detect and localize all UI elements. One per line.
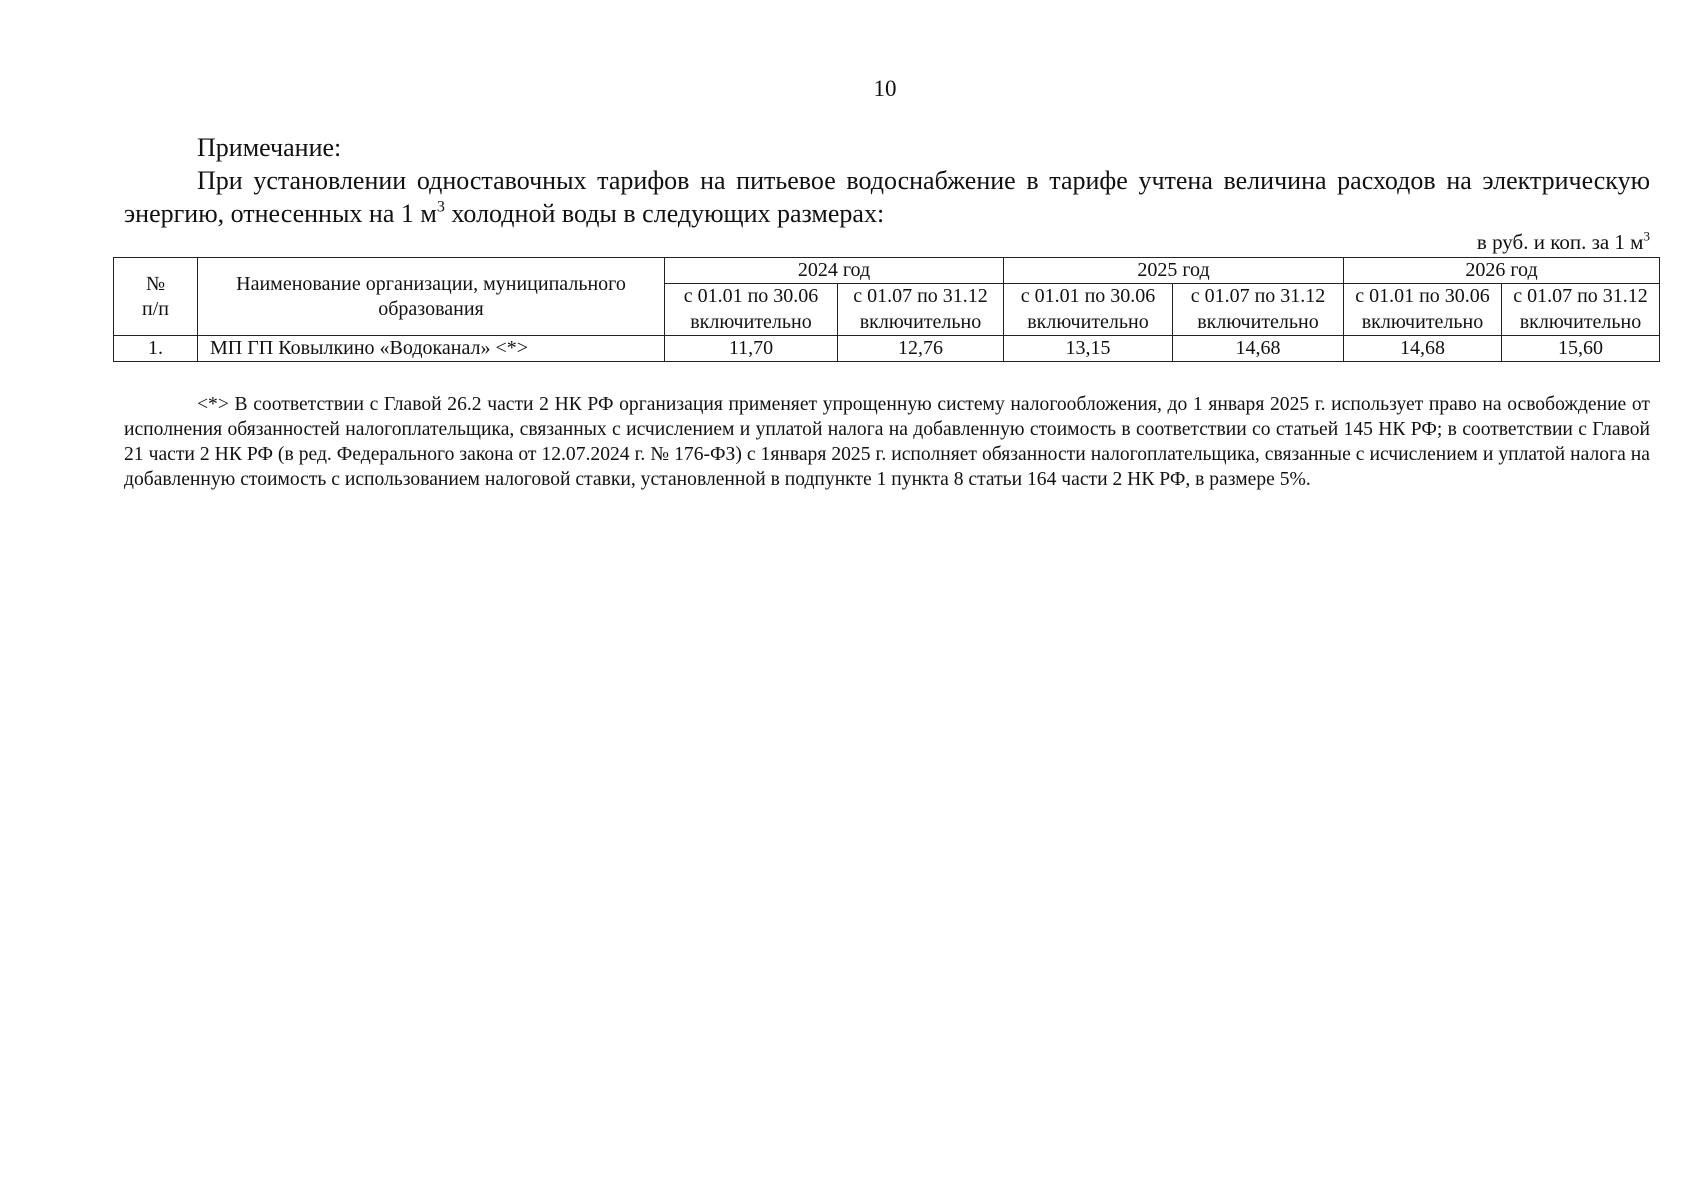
header-period-cell: с 01.01 по 30.06 включительно: [1004, 284, 1173, 336]
header-period-cell: с 01.01 по 30.06 включительно: [1344, 284, 1502, 336]
row-value-cell: 15,60: [1502, 336, 1660, 362]
header-year-2024: 2024 год: [665, 258, 1004, 284]
header-period-cell: с 01.01 по 30.06 включительно: [665, 284, 838, 336]
page-number: 10: [873, 76, 897, 101]
footnote: <*> В соответствии с Главой 26.2 части 2 НК РФ организация применяет упрощенную систему налогообложения, до 1 января 2025 г. использует право на освобождение от исполнения обязанностей налогоплательщика, связанных с исчислением и уплатой налога на добавленную стоимость в соответствии со статьей 145 НК РФ; в соответствии с Главой 21 части 2 НК РФ (в ред. Федерального закона от 12.07.2024 г. № 176-ФЗ) с 1января 2025 г. исполняет обязанности налогоплательщика, связанные с исчислением и уплатой налога на добавленную стоимость с использованием налоговой ставки, установленной в подпункте 1 пункта 8 статьи 164 части 2 НК РФ, в размере 5%.: [124, 394, 1650, 490]
row-value-cell: 14,68: [1173, 336, 1344, 362]
table-row: [114, 336, 1660, 362]
row-value-cell: 12,76: [838, 336, 1004, 362]
header-organization-cell: Наименование организации, муниципального образования: [198, 258, 665, 336]
header-year-2026: 2026 год: [1344, 258, 1660, 284]
note-body-text-end: холодной воды в следующих размерах:: [444, 199, 885, 228]
note-body-superscript: 3: [436, 198, 445, 216]
note-title: Примечание:: [197, 133, 342, 162]
tariff-table: [113, 257, 1660, 362]
row-value-cell: 14,68: [1344, 336, 1502, 362]
unit-caption-text: в руб. и коп. за 1 м: [1476, 230, 1644, 254]
row-value-cell: 13,15: [1004, 336, 1173, 362]
note-body: [124, 164, 1650, 230]
note-body-text: При установлении одноставочных тарифов на питьевое водоснабжение в тарифе учтена величина расходов на электрическую энергию, отнесенных на 1 м: [124, 166, 1650, 228]
unit-caption: [1477, 230, 1650, 255]
header-number-cell: № п/п: [114, 258, 198, 336]
row-organization-cell: МП ГП Ковылкино «Водоканал» <*>: [198, 336, 665, 362]
header-period-cell: с 01.07 по 31.12 включительно: [838, 284, 1004, 336]
header-period-cell: с 01.07 по 31.12 включительно: [1502, 284, 1660, 336]
unit-caption-superscript: 3: [1643, 228, 1650, 244]
row-value-cell: 11,70: [665, 336, 838, 362]
row-number-cell: 1.: [114, 336, 198, 362]
table-header-row-years: [114, 258, 1660, 284]
header-year-2025: 2025 год: [1004, 258, 1344, 284]
header-period-cell: с 01.07 по 31.12 включительно: [1173, 284, 1344, 336]
